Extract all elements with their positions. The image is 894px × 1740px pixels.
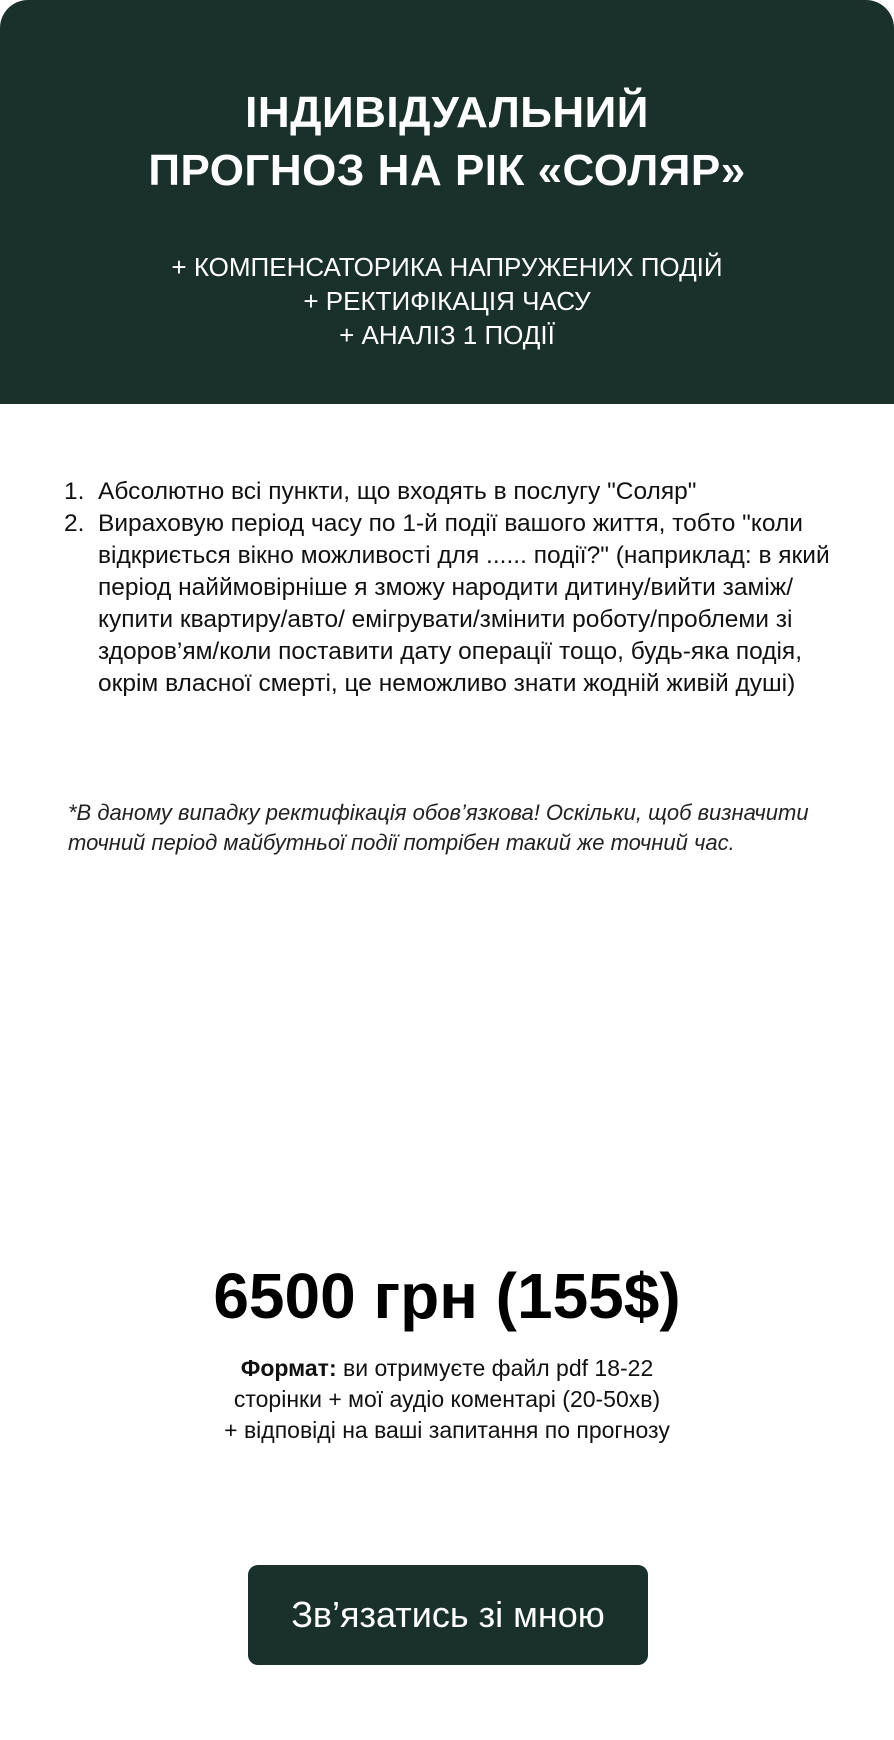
- list-item-text: Вираховую період часу по 1-й події вашого життя, тобто "коли відкриється вікно можливості для ...... події?" (наприклад: в який період найймовірніше я зможу народити дитину/вийти заміж/ купити квартиру/авто/ емігрувати/змінити роботу/проблеми зі здоров’ям/коли поставити дату операції тощо, будь-яка подія, окрім власної смерті, це неможливо знати жодній живій душі): [98, 510, 830, 697]
- service-features-list: [62, 476, 852, 700]
- addon-event-analysis: + АНАЛІЗ 1 ПОДІЇ: [339, 320, 555, 350]
- contact-me-button[interactable]: Зв’язатись зі мною: [248, 1565, 648, 1665]
- addon-compensatorics: + КОМПЕНСАТОРИКА НАПРУЖЕНИХ ПОДІЙ: [171, 252, 723, 282]
- format-label: Формат:: [240, 1355, 337, 1381]
- list-item-number: 1.: [64, 478, 85, 505]
- rectification-note: *В даному випадку ректифікація обов’язкова! Оскільки, щоб визначити точний період майбутньої події потрібен такий же точний час.: [68, 800, 809, 855]
- list-item-number: 2.: [64, 510, 85, 537]
- service-title-line-2: ПРОГНОЗ НА РІК «СОЛЯР»: [148, 146, 746, 195]
- service-title: [0, 84, 894, 200]
- service-addons: [0, 250, 894, 352]
- price: 6500 грн (155$): [213, 1260, 681, 1332]
- service-title-line-1: ІНДИВІДУАЛЬНИЙ: [245, 88, 649, 137]
- format-line-1-text: ви отримуєте файл pdf 18-22: [343, 1355, 654, 1381]
- card-header: [0, 0, 894, 404]
- format-description: [150, 1353, 744, 1446]
- format-line-3: + відповіді на ваші запитання по прогнозу: [224, 1417, 670, 1443]
- list-item-text: Абсолютно всі пункти, що входять в послугу "Соляр": [98, 478, 697, 505]
- addon-rectification: + РЕКТИФІКАЦІЯ ЧАСУ: [303, 286, 591, 316]
- list-item: [62, 476, 852, 508]
- format-line-2: сторінки + мої аудіо коментарі (20-50хв): [233, 1386, 661, 1412]
- format-line-1: [150, 1353, 744, 1384]
- list-item: [62, 508, 852, 700]
